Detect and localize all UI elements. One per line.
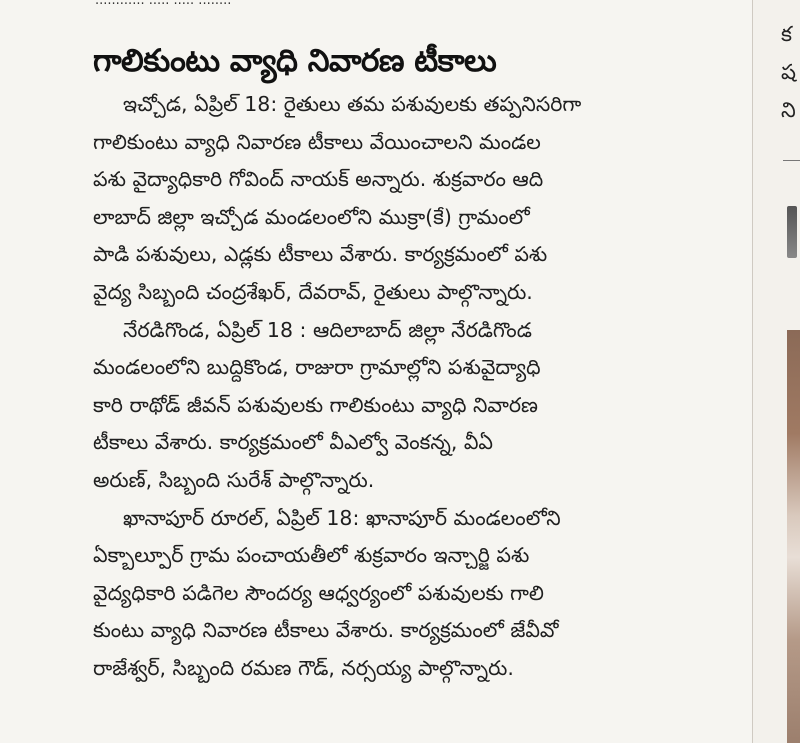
adjacent-mark bbox=[787, 206, 797, 258]
article-line: టీకాలు వేశారు. కార్యక్రమంలో వీఎల్వో వెంకన్న, వీఏ bbox=[93, 430, 493, 455]
adjacent-text-fragment: ని bbox=[781, 98, 796, 122]
article-line: గాలికుంటు వ్యాధి నివారణ టీకాలు వేయించాలని మండల bbox=[93, 129, 541, 154]
article-line: మండలంలోని బుద్దికొండ, రాజురా గ్రామాల్లోని పశువైద్యాధి bbox=[93, 355, 541, 380]
adjacent-text-fragment: ష bbox=[781, 60, 796, 84]
article-line: అరుణ్, సిబ్బంది సురేశ్ పాల్గొన్నారు. bbox=[93, 467, 375, 492]
article-line: రాజేశ్వర్, సిబ్బంది రమణ గౌడ్, నర్సయ్య పాల్గొన్నారు. bbox=[93, 655, 514, 680]
article-line: ఇచ్చోడ, ఏప్రిల్ 18: రైతులు తమ పశువులకు తప్పనిసరిగా bbox=[123, 92, 582, 116]
article-line: పాడి పశువులు, ఎడ్లకు టీకాలు వేశారు. కార్యక్రమంలో పశు bbox=[93, 242, 548, 267]
adjacent-rule bbox=[783, 160, 800, 161]
article-line: నేరడిగొండ, ఏప్రిల్ 18 : ఆదిలాబాద్ జిల్లా నేరడిగొండ bbox=[123, 317, 532, 342]
article-line: కుంటు వ్యాధి నివారణ టీకాలు వేశారు. కార్యక్రమంలో జేవీవో bbox=[93, 618, 559, 643]
adjacent-text-fragment: క bbox=[781, 22, 792, 46]
adjacent-photo-edge bbox=[787, 330, 800, 743]
article-line: వైద్యధికారి పడిగెల సౌందర్య ఆధ్వర్యంలో పశువులకు గాలి bbox=[93, 580, 544, 605]
article-line: ఏక్బాల్పూర్ గ్రామ పంచాయతీలో శుక్రవారం ఇన్చార్జి పశు bbox=[93, 543, 530, 568]
article-line: లాబాద్ జిల్లా ఇచ్చోడ మండలంలోని ముక్రా(కే) గ్రామంలో bbox=[93, 204, 530, 229]
article-line: ఖానాపూర్ రూరల్, ఏప్రిల్ 18: ఖానాపూర్ మండలంలోని bbox=[123, 505, 561, 530]
previous-article-fragment bbox=[95, 0, 655, 4]
article-line: పశు వైద్యాధికారి గోవింద్ నాయక్ అన్నారు. శుక్రవారం ఆది bbox=[93, 167, 544, 192]
article-line: కారి రాథోడ్ జీవన్ పశువులకు గాలికుంటు వ్యాధి నివారణ bbox=[93, 392, 538, 417]
article-body bbox=[93, 86, 721, 688]
article-line: వైద్య సిబ్బంది చంద్రశేఖర్, దేవరావ్, రైతులు పాల్గొన్నారు. bbox=[93, 279, 533, 304]
article-headline: గాలికుంటు వ్యాధి నివారణ టీకాలు bbox=[93, 43, 497, 79]
adjacent-column bbox=[753, 0, 800, 743]
